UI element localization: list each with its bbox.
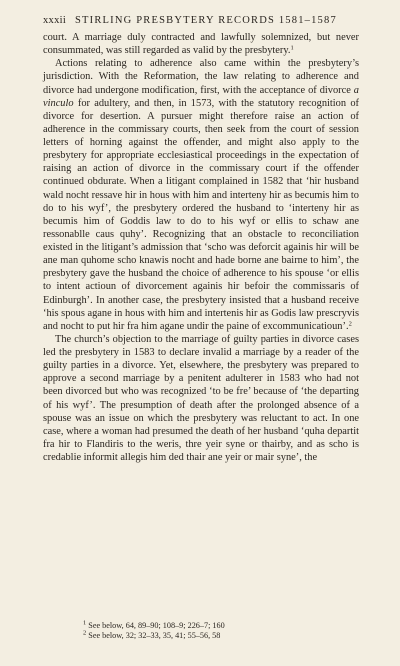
text-run: for adultery, and then, in 1573, with the statutory recognition of divorce for desertion. A pursuer might therefore raise an action of adherence in the commissary courts, then seek from the court of session letters of horning against the offender, and might also apply to the presbytery for appropriate ecclesiastical proceedings in the expectation of raising an action of divorce in the commissary court if the offender continued obdurate. When a litigant complained in 1582 that ‘hir husband wald nocht ressave hir in hous with him and interteny hir as becumis him to do to his wyf’, the presbytery ordered the husband to ‘interteny hir as becumis him of Goddis law to do to his wyf or ellis to schaw ane ressonablle caus quhy’. Recognizing that an obstacle to reconciliation existed in the litigant’s admission that ‘scho was deforcit againis hir will be ane man quhome scho knawis nocht and hade borne ane bairne to him’, the presbytery gave the husband the choice of adherence to his spouse ‘or ellis to intent actioun of divorcement againis hir befoir the commissaris of Edinburgh’. In another case, the presbytery insisted that a husband receive ‘his spous agane in hous with him and intertenis hir as Godis law prescryvis and nocht to put hir fra him agane undir the paine of excommunicatioun’.	[43, 97, 360, 332]
footnote	[43, 621, 359, 631]
footnote-text: See below, 64, 89–90; 108–9; 226–7; 160	[88, 621, 225, 630]
page-number: xxxii	[43, 15, 67, 26]
footnote-marker: 2	[83, 629, 87, 637]
paragraph	[43, 31, 359, 57]
footnote-ref: 2	[348, 320, 352, 328]
text-run: The church’s objection to the marriage of guilty parties in divorce cases led the presbytery in 1583 to declare invalid a marriage by a reader of the guilty parties in a divorce. Yet, elsewhere, the presbytery was prepared to approve a second marriage by a penitent adulterer in 1583 who had not been divorced but who was recognized ‘to be fre’ because of ‘the departing of his wyf’. The presumption of death after the prolonged absence of a spouse was an issue on which the presbytery was reluctant to act. In one case, where a woman had presumed the death of her husband ‘quha departit fra hir to Flandiris to the weris, thre yeir syne or thairby, and as scho is credablie informit allegis him ded thair ane yeir or mair syne’, the	[43, 333, 359, 463]
running-title: STIRLING PRESBYTERY RECORDS 1581–1587	[75, 15, 337, 26]
footnote-marker: 1	[83, 619, 87, 627]
footnote-ref: 1	[290, 44, 294, 52]
footnote	[43, 631, 359, 641]
body-text	[43, 31, 359, 464]
running-header	[43, 15, 359, 26]
paragraph	[43, 333, 359, 464]
paragraph	[43, 57, 359, 333]
footnotes	[43, 621, 359, 642]
footnote-text: See below, 32; 32–33, 35, 41; 55–56, 58	[88, 631, 221, 641]
text-run: Actions relating to adherence also came within the presbytery’s jurisdiction. With the Reformation, the law relating to adherence and divorce had undergone modification, first, with the acceptance of divorce	[43, 58, 359, 96]
latin-term: a vinculo	[43, 84, 359, 109]
text-run: court. A marriage duly contracted and lawfully solemnized, but never consummated, was still regarded as valid by the presbytery.	[43, 32, 359, 57]
